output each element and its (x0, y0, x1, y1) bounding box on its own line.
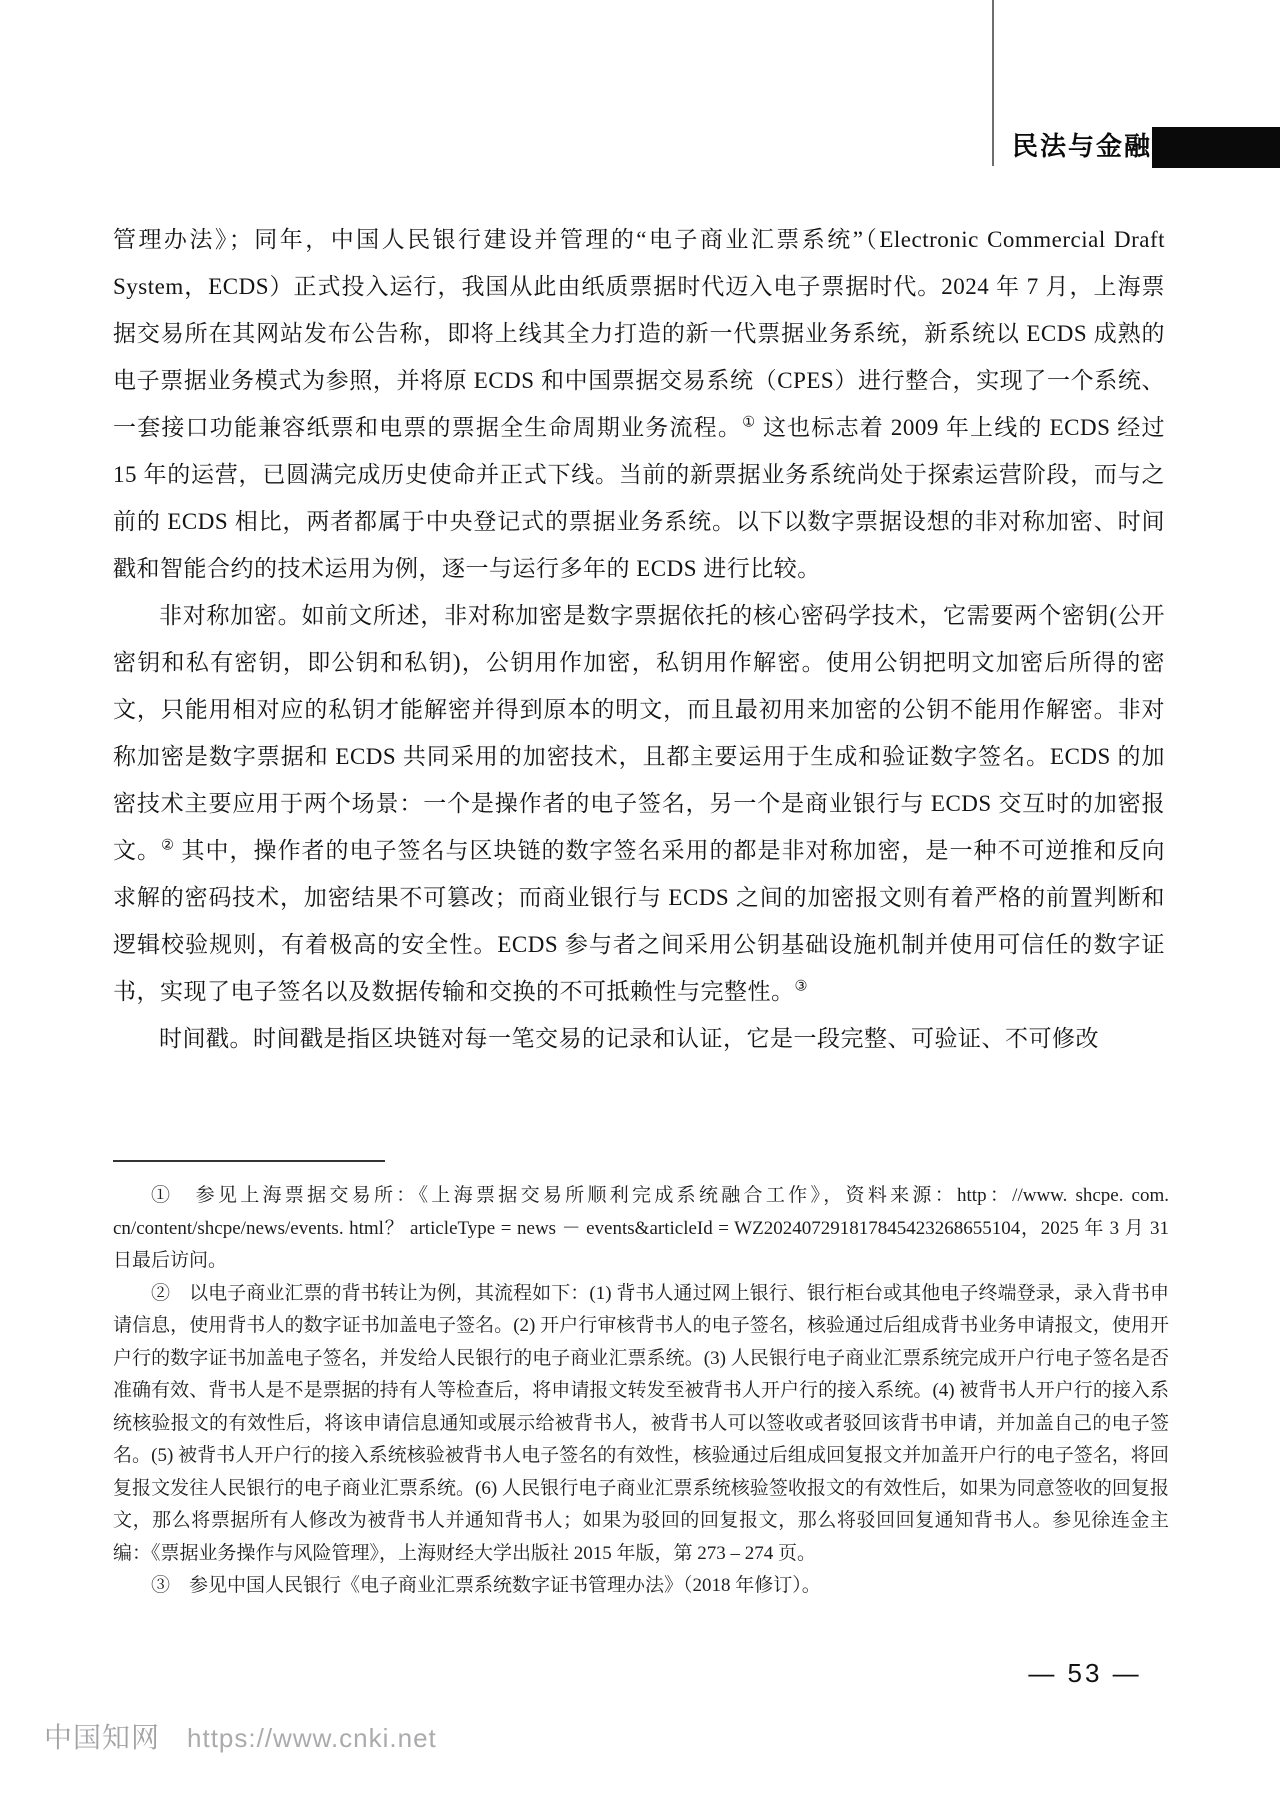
cnki-logo-text: 中国知网 (44, 1722, 161, 1753)
footnote-2: ② 以电子商业汇票的背书转让为例，其流程如下：(1) 背书人通过网上银行、银行柜台或其他电子终端登录，录入背书申请信息，使用背书人的数字证书加盖电子签名。(2) 开户行审核背书人的电子签名，核验通过后组成背书业务申请报文，使用开户行的数字证书加盖电子签名，并发给人民银行的电子商业汇票系统。(3) 人民银行电子商业汇票系统完成开户行电子签名是否准确有效、背书人是不是票据的持有人等检查后，将申请报文转发至被背书人开户行的接入系统。(4) 被背书人开户行的接入系统核验报文的有效性后，将该申请信息通知或展示给被背书人，被背书人可以签收或者驳回该背书申请，并加盖自己的电子签名。(5) 被背书人开户行的接入系统核验被背书人电子签名的有效性，核验通过后组成回复报文并加盖开户行的电子签名，将回复报文发往人民银行的电子商业汇票系统。(6) 人民银行电子商业汇票系统核验签收报文的有效性后，如果为同意签收的回复报文，那么将票据所有人修改为被背书人并通知背书人；如果为驳回的回复报文，那么将驳回回复通知背书人。参见徐连金主编：《票据业务操作与风险管理》，上海财经大学出版社 2015 年版，第 273 – 274 页。 (113, 1282, 1169, 1564)
header-black-bar (1152, 127, 1280, 168)
header-vertical-rule (992, 0, 994, 166)
footnote-separator (113, 1160, 385, 1162)
body-paragraph: 时间戳。时间戳是指区块链对每一笔交易的记录和认证，它是一段完整、可验证、不可修改 (159, 1026, 1099, 1051)
footnotes-block (113, 1180, 1169, 1603)
cnki-url: https://www.cnki.net (187, 1723, 437, 1753)
cnki-watermark (44, 1716, 437, 1756)
footnote-1: ① 参见上海票据交易所：《上海票据交易所顺利完成系统融合工作》，资料来源：http：//www. shcpe. com. cn/content/shcpe/news/events. html？ articleType = news － events&articleId = WZ202407291817845423268655104，2025 年 3 月 31 日最后访问。 (113, 1185, 1169, 1271)
page-number: — 53 — (1028, 1658, 1142, 1688)
section-header-title: 民法与金融 (1012, 131, 1153, 161)
footnote-3: ③ 参见中国人民银行《电子商业汇票系统数字证书管理办法》（2018 年修订）。 (151, 1575, 821, 1596)
body-paragraph: 管理办法》；同年，中国人民银行建设并管理的“电子商业汇票系统”（Electronic Commercial Draft System，ECDS）正式投入运行，我国从此由纸质票据时代迈入电子票据时代。2024 年 7 月，上海票据交易所在其网站发布公告称，即将上线其全力打造的新一代票据业务系统，新系统以 ECDS 成熟的电子票据业务模式为参照，并将原 ECDS 和中国票据交易系统（CPES）进行整合，实现了一个系统、一套接口功能兼容纸票和电票的票据全生命周期业务流程。① 这也标志着 2009 年上线的 ECDS 经过 15 年的运营，已圆满完成历史使命并正式下线。当前的新票据业务系统尚处于探索运营阶段，而与之前的 ECDS 相比，两者都属于中央登记式的票据业务系统。以下以数字票据设想的非对称加密、时间戳和智能合约的技术运用为例，逐一与运行多年的 ECDS 进行比较。 (113, 227, 1166, 581)
article-body (113, 216, 1165, 1062)
body-paragraph: 非对称加密。如前文所述，非对称加密是数字票据依托的核心密码学技术，它需要两个密钥(公开密钥和私有密钥，即公钥和私钥)，公钥用作加密，私钥用作解密。使用公钥把明文加密后所得的密文，只能用相对应的私钥才能解密并得到原本的明文，而且最初用来加密的公钥不能用作解密。非对称加密是数字票据和 ECDS 共同采用的加密技术，且都主要运用于生成和验证数字签名。ECDS 的加密技术主要应用于两个场景：一个是操作者的电子签名，另一个是商业银行与 ECDS 交互时的加密报文。② 其中，操作者的电子签名与区块链的数字签名采用的都是非对称加密，是一种不可逆推和反向求解的密码技术，加密结果不可篡改；而商业银行与 ECDS 之间的加密报文则有着严格的前置判断和逻辑校验规则，有着极高的安全性。ECDS 参与者之间采用公钥基础设施机制并使用可信任的数字证书，实现了电子签名以及数据传输和交换的不可抵赖性与完整性。③ (113, 603, 1166, 1004)
